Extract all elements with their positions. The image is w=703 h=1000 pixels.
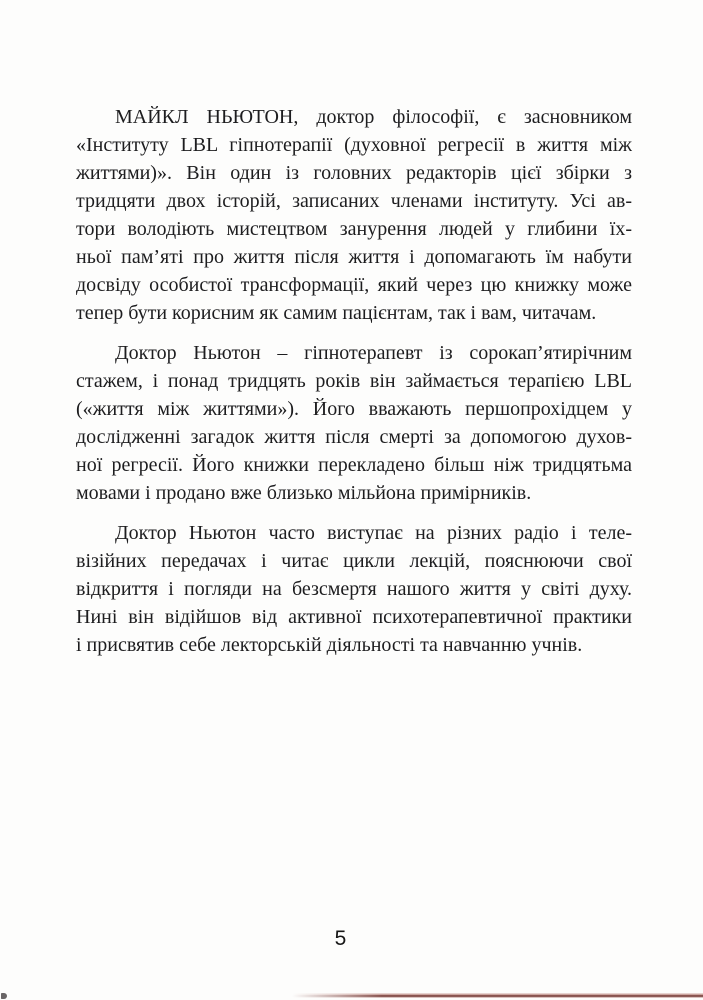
text-line: Доктор Ньютон – гіпнотерапевт із сорокап’ятирічним [115,342,632,364]
text-line: візійних передачах і читає цикли лекцій, пояснюючи свої [76,550,632,572]
text-line: («життя між життями»). Його вважають першопрохідцем у [76,398,632,420]
text-line: відкриття і погляди на безсмертя нашого життя у світі духу. [76,578,632,600]
text-line: «Інституту LBL гіпнотерапії (духовної регресії в життя між [76,134,632,156]
scan-speck-artifact [1,993,7,999]
text-line: досвіду особистої трансформації, який через цю книжку може [76,274,632,296]
text-line: тори володіють мистецтвом занурення людей у глибини їх- [76,218,632,240]
text-line: Доктор Ньютон часто виступає на різних радіо і теле- [115,522,632,544]
text-line: і присвятив себе лекторській діяльності та навчанню учнів. [76,634,583,656]
page-number: 5 [334,927,347,950]
text-line: тепер бути корисним як самим пацієнтам, так і вам, читачам. [76,302,597,324]
text-line: дослідженні загадок життя після смерті за допомогою духов- [76,426,632,448]
text-line: МАЙКЛ НЬЮТОН, доктор філософії, є засновником [115,106,632,128]
paragraph [76,519,632,659]
scan-edge-artifact [292,993,703,998]
body-text [76,103,632,671]
text-line: ної регресії. Його книжки перекладено більш ніж тридцятьма [76,454,632,476]
text-line: Нині він відійшов від активної психотерапевтичної практики [76,606,632,628]
text-line: ньої пам’яті про життя після життя і допомагають їм набути [76,246,632,268]
paragraph [76,339,632,507]
text-line: стажем, і понад тридцять років він займається терапією LBL [76,370,632,392]
text-line: тридцяти двох історій, записаних членами інституту. Усі ав- [76,190,632,212]
text-line: мовами і продано вже близько мільйона примірників. [76,482,532,504]
paragraph [76,103,632,327]
text-line: життями)». Він один із головних редакторів цієї збірки з [76,162,632,184]
